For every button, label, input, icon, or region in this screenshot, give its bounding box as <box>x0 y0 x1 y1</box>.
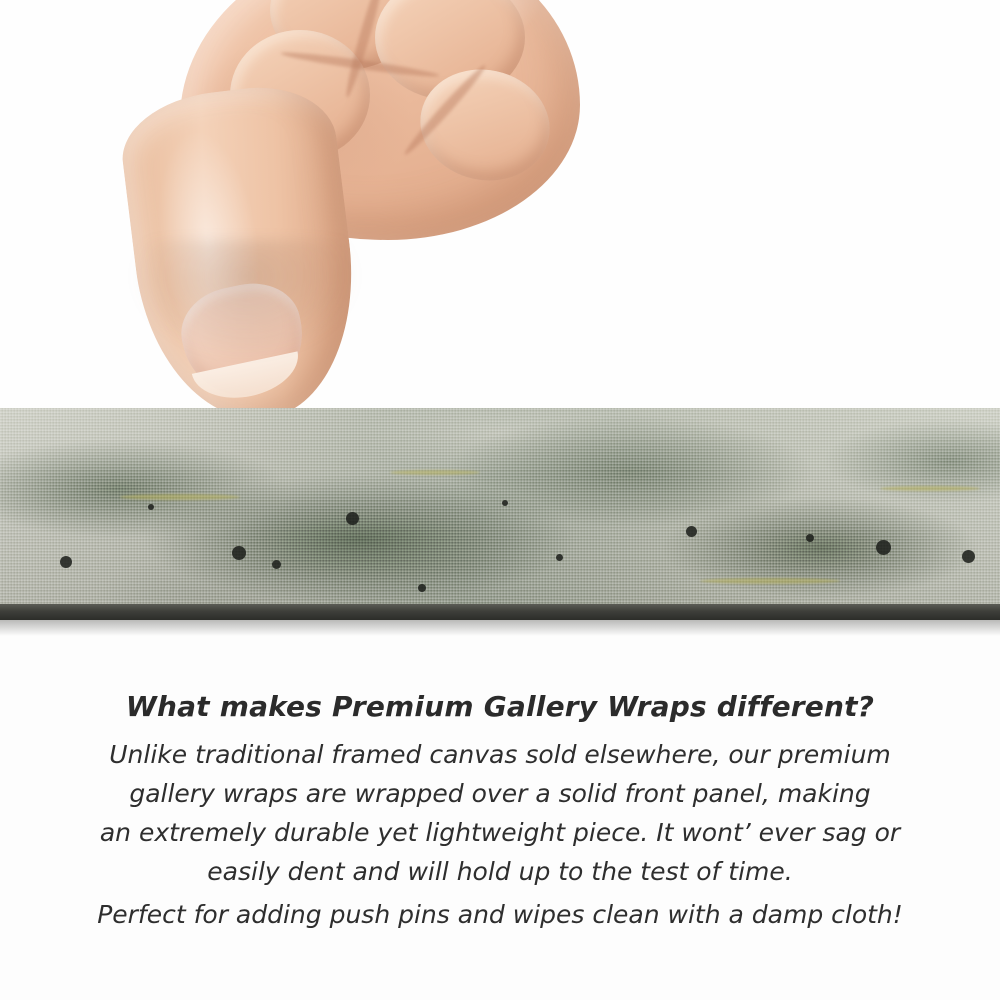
canvas-speck <box>876 540 891 555</box>
canvas-speck <box>272 560 281 569</box>
canvas-speck <box>418 584 426 592</box>
hand-illustration <box>120 0 590 410</box>
canvas-weave-texture <box>0 408 1000 620</box>
caption-block <box>0 690 1000 934</box>
finger-shadow <box>130 240 360 360</box>
hand-photo-region <box>0 0 1000 410</box>
canvas-speck <box>806 534 814 542</box>
canvas-speck <box>556 554 563 561</box>
canvas-drop-shadow <box>0 620 1000 636</box>
canvas-yellow-streak <box>700 578 840 584</box>
caption-line-3: an extremely durable yet lightweight piece. It wont’ ever sag or <box>99 818 901 847</box>
caption-line-1: Unlike traditional framed canvas sold elsewhere, our premium <box>109 740 891 769</box>
caption-line-4: easily dent and will hold up to the test of time. <box>207 857 793 886</box>
canvas-yellow-streak <box>390 470 480 475</box>
canvas-panel-edge <box>0 604 1000 620</box>
caption-headline: What makes Premium Gallery Wraps different? <box>125 690 875 723</box>
caption-line-5: Perfect for adding push pins and wipes clean with a damp cloth! <box>97 900 903 929</box>
canvas-speck <box>232 546 246 560</box>
canvas-speck <box>502 500 508 506</box>
canvas-speck <box>60 556 72 568</box>
canvas-speck <box>148 504 154 510</box>
canvas-yellow-streak <box>880 486 980 491</box>
canvas-yellow-streak <box>120 494 240 500</box>
caption-line-2: gallery wraps are wrapped over a solid front panel, making <box>129 779 871 808</box>
canvas-wrap-edge <box>0 408 1000 620</box>
canvas-speck <box>346 512 359 525</box>
canvas-speck <box>686 526 697 537</box>
canvas-speck <box>962 550 975 563</box>
